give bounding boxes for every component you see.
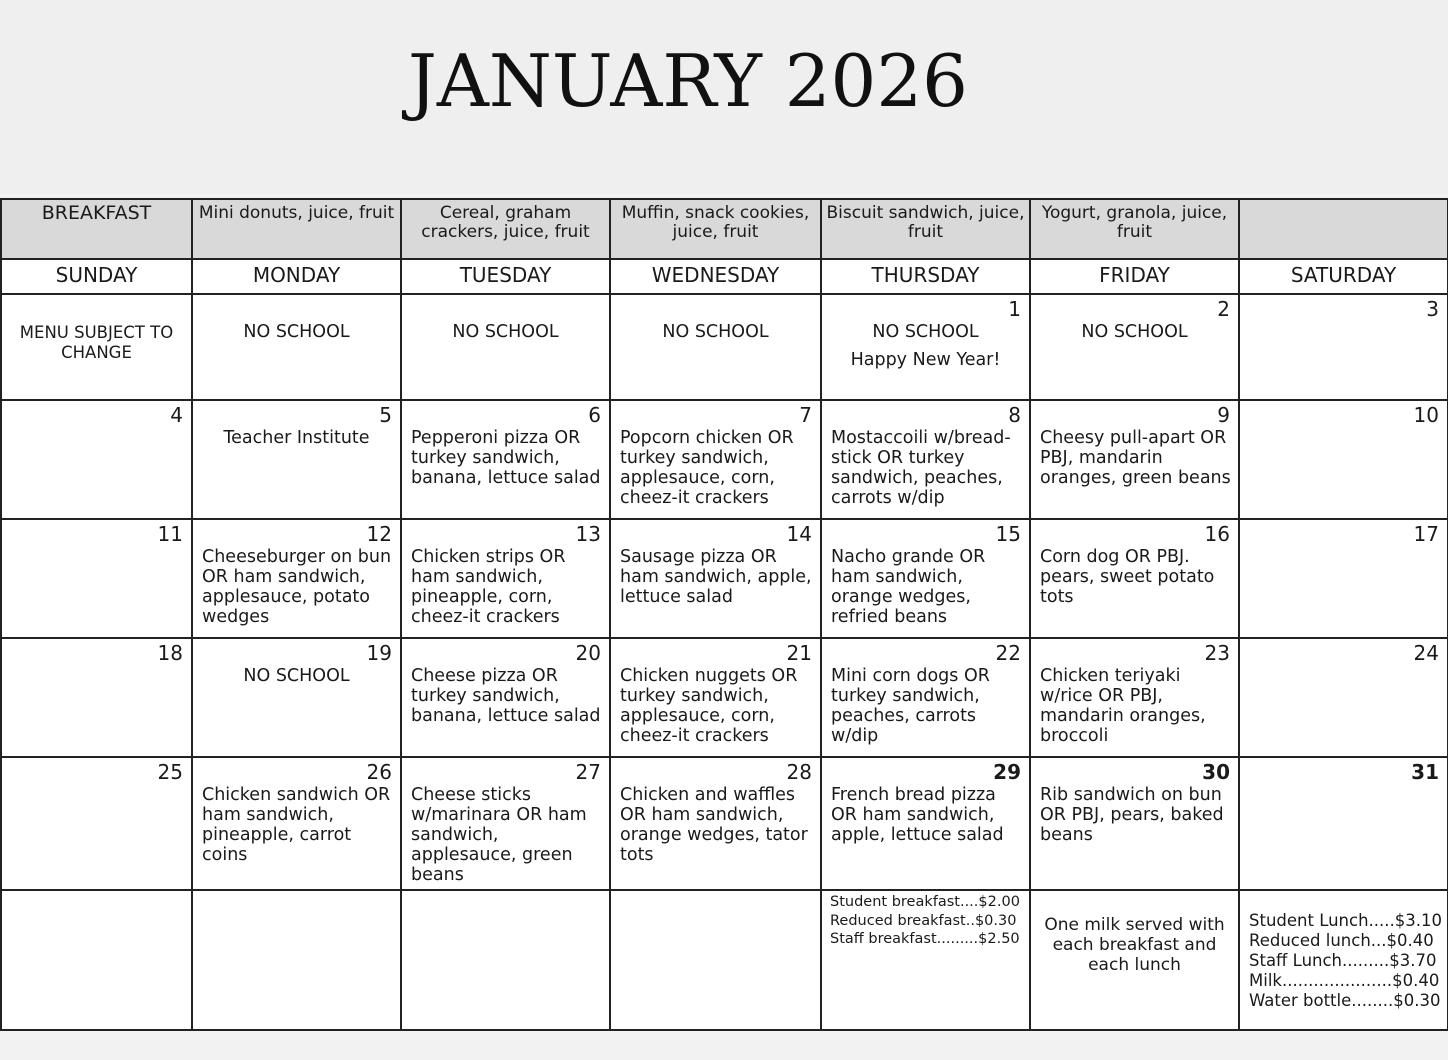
holiday-note: Happy New Year! (850, 350, 1001, 370)
menu-text: Chicken teriyaki w/rice OR PBJ, mandarin oranges, broccoli (1040, 666, 1206, 746)
day-header-monday: MONDAY (192, 259, 401, 294)
menu-text: Cheese sticks w/marinara OR ham sandwich, applesauce, green beans (411, 785, 587, 885)
price-line: Water bottle........$0.30 (1249, 991, 1441, 1010)
week-row-3 (1, 519, 1448, 638)
day-number: 10 (1413, 403, 1439, 427)
day-cell (192, 294, 401, 400)
menu-text: Corn dog OR PBJ. pears, sweet potato tots (1040, 547, 1215, 607)
day-number: 29 (993, 760, 1021, 784)
menu-text: Sausage pizza OR ham sandwich, apple, lettuce salad (620, 547, 812, 607)
day-header-saturday: SATURDAY (1239, 259, 1448, 294)
day-cell (1030, 519, 1239, 638)
day-cell (1, 757, 192, 890)
day-number: 6 (588, 403, 601, 427)
menu-text: Nacho grande OR ham sandwich, orange wedges, refried beans (831, 547, 986, 627)
day-number: 9 (1217, 403, 1230, 427)
day-number: 19 (366, 641, 392, 665)
day-cell (610, 638, 821, 757)
day-number: 12 (366, 522, 392, 546)
footer-cell-empty (401, 890, 610, 1030)
day-cell (821, 519, 1030, 638)
day-number: 31 (1411, 760, 1439, 784)
day-number: 28 (786, 760, 812, 784)
day-number: 11 (157, 522, 183, 546)
menu-text: Chicken sandwich OR ham sandwich, pineapple, carrot coins (202, 785, 391, 865)
menu-text: NO SCHOOL (1081, 322, 1188, 342)
day-cell (1239, 400, 1448, 519)
day-header-wednesday: WEDNESDAY (610, 259, 821, 294)
menu-text: Cheese pizza OR turkey sandwich, banana, lettuce salad (411, 666, 601, 726)
day-number (611, 295, 820, 320)
day-number: 24 (1413, 641, 1439, 665)
day-number (402, 295, 609, 320)
day-number: 25 (157, 760, 183, 784)
day-number: 18 (157, 641, 183, 665)
day-cell (821, 757, 1030, 890)
price-line: Reduced lunch...$0.40 (1249, 931, 1434, 950)
breakfast-monday: Mini donuts, juice, fruit (192, 199, 401, 259)
day-cell (1, 519, 192, 638)
day-number: 4 (170, 403, 183, 427)
menu-text: NO SCHOOL (243, 666, 350, 686)
breakfast-prices-cell (821, 890, 1030, 1030)
day-number: 15 (995, 522, 1021, 546)
calendar-table (0, 198, 1448, 1031)
menu-text: NO SCHOOL (662, 322, 769, 342)
price-line: Staff Lunch.........$3.70 (1249, 951, 1437, 970)
week-row-5 (1, 757, 1448, 890)
day-header-sunday: SUNDAY (1, 259, 192, 294)
menu-text: NO SCHOOL (872, 322, 979, 342)
footer-cell-empty (1, 890, 192, 1030)
day-cell (1, 400, 192, 519)
day-cell (1, 294, 192, 400)
lunch-prices-cell (1239, 890, 1448, 1030)
breakfast-tuesday: Cereal, graham crackers, juice, fruit (401, 199, 610, 259)
day-cell (1030, 400, 1239, 519)
menu-note: MENU SUBJECT TO CHANGE (19, 323, 174, 362)
day-number: 26 (366, 760, 392, 784)
price-line: Reduced breakfast..$0.30 (830, 912, 1017, 929)
day-cell (1, 638, 192, 757)
day-cell (1239, 638, 1448, 757)
day-cell (1239, 519, 1448, 638)
menu-text: NO SCHOOL (452, 322, 559, 342)
breakfast-prices (822, 891, 1029, 949)
day-cell (1030, 638, 1239, 757)
day-number (193, 295, 400, 320)
day-header-friday: FRIDAY (1030, 259, 1239, 294)
day-cell (610, 400, 821, 519)
lunch-prices (1240, 891, 1447, 1011)
day-cell (192, 400, 401, 519)
day-number: 21 (786, 641, 812, 665)
menu-text: French bread pizza OR ham sandwich, apple, lettuce salad (831, 785, 1004, 845)
day-header-tuesday: TUESDAY (401, 259, 610, 294)
breakfast-friday: Yogurt, granola, juice, fruit (1030, 199, 1239, 259)
day-number: 20 (575, 641, 601, 665)
breakfast-thursday: Biscuit sandwich, juice, fruit (821, 199, 1030, 259)
day-cell (1239, 294, 1448, 400)
day-number: 7 (799, 403, 812, 427)
day-number: 23 (1204, 641, 1230, 665)
menu-text: Chicken and waffles OR ham sandwich, orange wedges, tator tots (620, 785, 808, 865)
day-cell (192, 519, 401, 638)
day-cell (821, 638, 1030, 757)
price-line: Student Lunch.....$3.10 (1249, 911, 1443, 930)
day-number: 2 (1217, 297, 1230, 321)
menu-text: Teacher Institute (223, 428, 370, 448)
day-cell (192, 638, 401, 757)
day-cell (821, 294, 1030, 400)
breakfast-label: BREAKFAST (1, 199, 192, 259)
day-cell (610, 294, 821, 400)
day-cell (610, 519, 821, 638)
price-line: Student breakfast....$2.00 (830, 894, 1020, 910)
day-number: 1 (1008, 297, 1021, 321)
menu-text: NO SCHOOL (243, 322, 350, 342)
menu-text: Chicken nuggets OR turkey sandwich, applesauce, corn, cheez-it crackers (620, 666, 798, 746)
day-cell (401, 757, 610, 890)
menu-text: Rib sandwich on bun OR PBJ, pears, baked beans (1040, 785, 1224, 845)
price-line: Staff breakfast.........$2.50 (830, 931, 1020, 947)
menu-text: Cheeseburger on bun OR ham sandwich, applesauce, potato wedges (202, 547, 392, 627)
week-row-4 (1, 638, 1448, 757)
day-number: 30 (1202, 760, 1230, 784)
page-title: JANUARY 2026 (408, 39, 968, 123)
menu-text: Cheesy pull-apart OR PBJ, mandarin oranges, green beans (1040, 428, 1231, 488)
week-row-2 (1, 400, 1448, 519)
day-number: 27 (575, 760, 601, 784)
day-number: 22 (995, 641, 1021, 665)
header-banner (0, 0, 1448, 194)
menu-text: Mini corn dogs OR turkey sandwich, peaches, carrots w/dip (831, 666, 990, 746)
footer-cell-empty (610, 890, 821, 1030)
day-cell (1030, 757, 1239, 890)
day-header-thursday: THURSDAY (821, 259, 1030, 294)
footer-row (1, 890, 1448, 1030)
menu-text: Chicken strips OR ham sandwich, pineapple, corn, cheez-it crackers (411, 547, 566, 627)
week-row-1 (1, 294, 1448, 400)
day-number: 16 (1204, 522, 1230, 546)
menu-text: Mostaccoili w/bread-stick OR turkey sandwich, peaches, carrots w/dip (831, 428, 1011, 508)
menu-text: Popcorn chicken OR turkey sandwich, applesauce, corn, cheez-it crackers (620, 428, 794, 508)
day-cell (821, 400, 1030, 519)
day-number: 14 (786, 522, 812, 546)
day-cell (401, 400, 610, 519)
breakfast-saturday (1239, 199, 1448, 259)
milk-note: One milk served with each breakfast and each lunch (1044, 915, 1225, 975)
breakfast-row (1, 199, 1448, 259)
footer-cell-empty (192, 890, 401, 1030)
day-cell (401, 519, 610, 638)
day-number: 13 (575, 522, 601, 546)
day-cell (1239, 757, 1448, 890)
day-number: 8 (1008, 403, 1021, 427)
day-number: 5 (379, 403, 392, 427)
menu-text: Pepperoni pizza OR turkey sandwich, banana, lettuce salad (411, 428, 601, 488)
day-number: 17 (1413, 522, 1439, 546)
day-number: 3 (1426, 297, 1439, 321)
day-cell (610, 757, 821, 890)
day-cell (401, 294, 610, 400)
day-cell (1030, 294, 1239, 400)
milk-note-cell (1030, 890, 1239, 1030)
day-cell (401, 638, 610, 757)
breakfast-wednesday: Muffin, snack cookies, juice, fruit (610, 199, 821, 259)
day-header-row (1, 259, 1448, 294)
price-line: Milk.....................$0.40 (1249, 971, 1440, 990)
day-cell (192, 757, 401, 890)
